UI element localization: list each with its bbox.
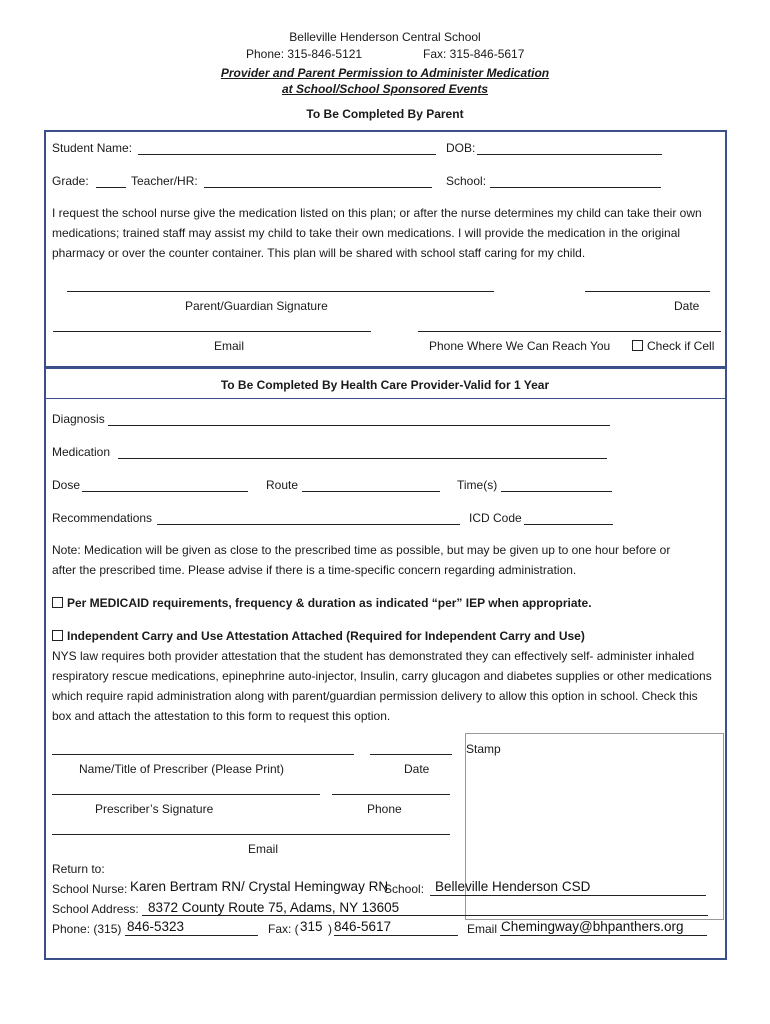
prescriber-date-label: Date: [404, 762, 430, 776]
school-field[interactable]: [490, 187, 661, 188]
prescriber-date-line[interactable]: [370, 754, 452, 755]
medicaid-option[interactable]: [52, 596, 592, 610]
parent-phone-label: Phone Where We Can Reach You: [429, 339, 611, 353]
student-name-label: Student Name:: [52, 141, 133, 155]
return-school-value[interactable]: Belleville Henderson CSD: [435, 879, 591, 894]
parent-email-label: Email: [214, 339, 245, 353]
school-fax: Fax: 315-846-5617: [423, 47, 525, 61]
cell-checkbox[interactable]: [632, 340, 643, 351]
nys-law-text: NYS law requires both provider attestation that the student has demonstrated they can effectively self- administer inhaled respiratory rescue medications, epinephrine auto-injector, Insulin, carry glucagon and diabetes supplies or other medications which require rapid administration along with parent/guardian permission delivery to allow this option in school. Check this box and attach the attestation to this form to request this option.: [52, 649, 712, 723]
school-label: School:: [446, 174, 487, 188]
medication-field[interactable]: [118, 458, 607, 459]
parent-phone-line[interactable]: [418, 331, 721, 332]
dose-label: Dose: [52, 478, 81, 492]
school-address-value[interactable]: 8372 County Route 75, Adams, NY 13605: [148, 900, 400, 915]
prescriber-name-line[interactable]: [52, 754, 354, 755]
return-phone-value[interactable]: 846-5323: [127, 919, 185, 934]
school-name: Belleville Henderson Central School: [289, 30, 481, 44]
route-field[interactable]: [302, 491, 440, 492]
return-fax-area[interactable]: 315: [300, 919, 323, 934]
check-if-cell[interactable]: [632, 339, 714, 353]
return-fax-line: [334, 935, 458, 936]
form-title-line2: at School/School Sponsored Events: [281, 82, 489, 96]
parent-date-line[interactable]: [585, 291, 710, 292]
return-fax-close: ): [328, 922, 332, 936]
parent-date-label: Date: [674, 299, 700, 313]
dob-field[interactable]: [477, 154, 662, 155]
route-label: Route: [266, 478, 299, 492]
return-to-label: Return to:: [52, 862, 105, 876]
grade-field[interactable]: [96, 187, 126, 188]
medicaid-label: Per MEDICAID requirements, frequency & duration as indicated “per” IEP when appropriate.: [67, 596, 592, 610]
timing-note: Note: Medication will be given as close to the prescribed time as possible, but may be given up to one hour before or after the prescribed time. Please advise if there is a time-specific concern regarding administration.: [52, 543, 671, 577]
return-email-label: Email: [467, 922, 498, 936]
form-title-line1: Provider and Parent Permission to Administer Medication: [220, 66, 550, 80]
recommendations-field[interactable]: [157, 524, 460, 525]
prescriber-phone-line[interactable]: [332, 794, 450, 795]
school-nurse-label: School Nurse:: [52, 882, 128, 896]
school-address-label: School Address:: [52, 902, 139, 916]
times-field[interactable]: [501, 491, 612, 492]
prescriber-name-label: Name/Title of Prescriber (Please Print): [79, 762, 284, 776]
dose-field[interactable]: [82, 491, 248, 492]
recommendations-label: Recommendations: [52, 511, 153, 525]
parent-email-line[interactable]: [53, 331, 371, 332]
provider-heading-divider: [45, 398, 725, 399]
icd-field[interactable]: [524, 524, 613, 525]
medication-label: Medication: [52, 445, 111, 459]
check-if-cell-label: Check if Cell: [647, 339, 715, 353]
prescriber-email-line[interactable]: [52, 834, 450, 835]
parent-statement: I request the school nurse give the medication listed on this plan; or after the nurse determines my child can take their own medications; trained staff may assist my child to take their own medications. I will provide the medication in the original pharmacy or over the counter container. This plan will be shared with school staff caring for my child.: [52, 206, 702, 260]
independent-carry-label: Independent Carry and Use Attestation Attached (Required for Independent Carry and Use): [67, 629, 585, 643]
independent-carry-checkbox[interactable]: [52, 630, 63, 641]
times-label: Time(s): [457, 478, 498, 492]
medicaid-checkbox[interactable]: [52, 597, 63, 608]
diagnosis-label: Diagnosis: [52, 412, 105, 426]
return-school-label: School:: [384, 882, 425, 896]
provider-section-heading: To Be Completed By Health Care Provider-Valid for 1 Year: [220, 378, 550, 392]
parent-section-heading: To Be Completed By Parent: [306, 107, 464, 121]
return-school-line: [430, 895, 706, 896]
return-fax-value[interactable]: 846-5617: [334, 919, 392, 934]
prescriber-email-label: Email: [248, 842, 279, 856]
return-email-line: [500, 935, 707, 936]
prescriber-signature-label: Prescriber’s Signature: [95, 802, 214, 816]
teacher-field[interactable]: [204, 187, 432, 188]
return-fax-label: Fax: (: [268, 922, 299, 936]
independent-carry-option[interactable]: [52, 629, 585, 643]
school-nurse-value[interactable]: Karen Bertram RN/ Crystal Hemingway RN: [130, 879, 389, 894]
diagnosis-field[interactable]: [108, 425, 610, 426]
return-email-value[interactable]: Chemingway@bhpanthers.org: [501, 919, 684, 934]
parent-signature-line[interactable]: [67, 291, 494, 292]
grade-label: Grade:: [52, 174, 89, 188]
icd-label: ICD Code: [469, 511, 522, 525]
return-phone-label: Phone: (315): [52, 922, 122, 936]
school-phone: Phone: 315-846-5121: [246, 47, 363, 61]
school-address-line: [142, 915, 708, 916]
stamp-label: Stamp: [466, 742, 501, 756]
student-name-field[interactable]: [138, 154, 436, 155]
dob-label: DOB:: [446, 141, 476, 155]
prescriber-phone-label: Phone: [367, 802, 402, 816]
parent-signature-label: Parent/Guardian Signature: [185, 299, 328, 313]
prescriber-signature-line[interactable]: [52, 794, 320, 795]
return-phone-line: [125, 935, 258, 936]
teacher-label: Teacher/HR:: [131, 174, 198, 188]
